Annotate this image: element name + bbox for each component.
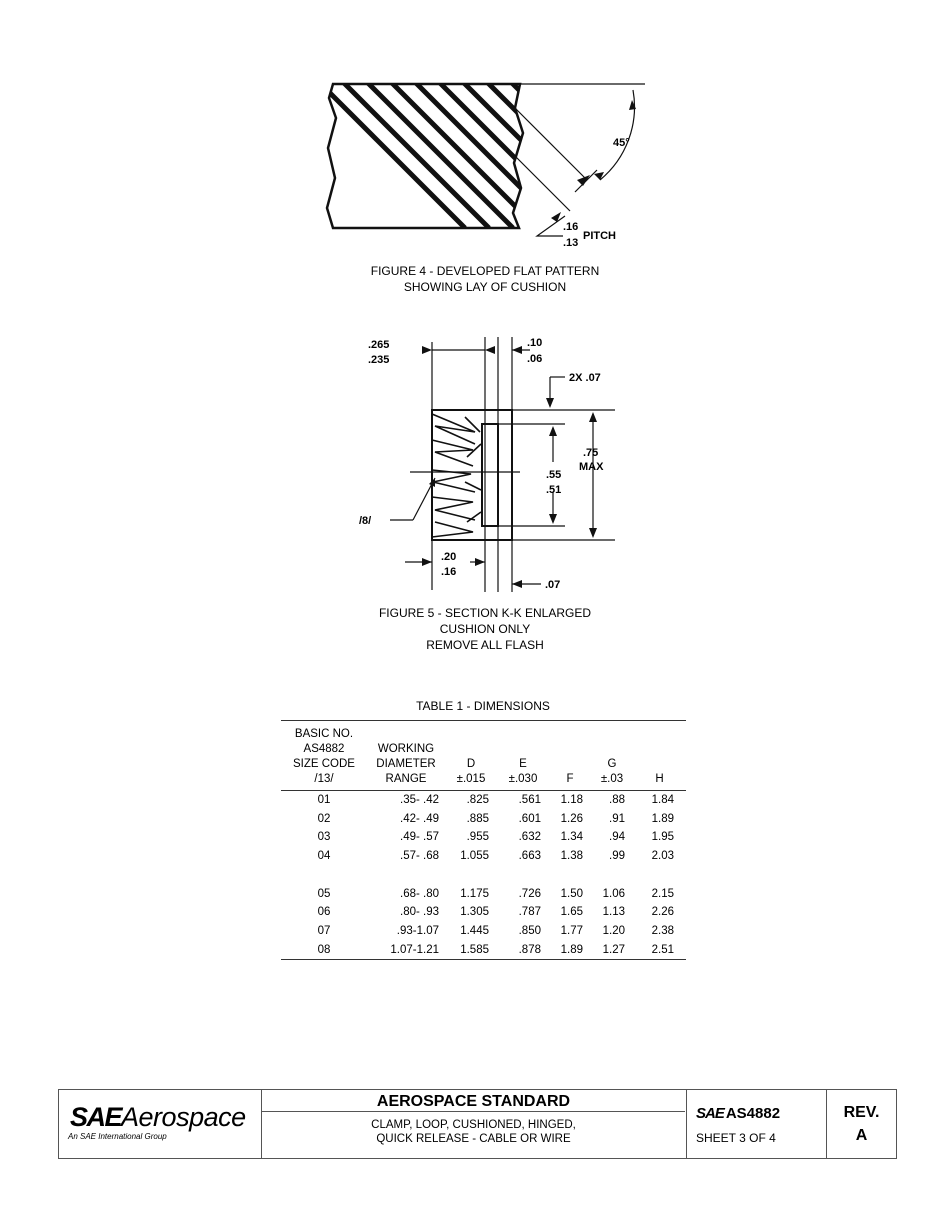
figure-4-caption <box>10 263 950 295</box>
angle-label: 45° <box>613 137 630 149</box>
cell-g: 1.27 <box>591 941 633 960</box>
cell-g: .94 <box>609 831 625 844</box>
cell-e: .850 <box>518 924 541 937</box>
cell-f: 1.77 <box>560 924 583 937</box>
cell-size-code: 02 <box>317 812 331 825</box>
spacer-cell <box>445 866 497 885</box>
cell-size-code: 05 <box>317 887 331 900</box>
cell-h: 2.38 <box>651 924 674 937</box>
dim-07: .07 <box>545 579 561 591</box>
table-row <box>281 941 686 960</box>
spacer-cell <box>281 866 367 885</box>
dim-51: .51 <box>546 484 562 496</box>
cell-f: 1.38 <box>560 850 583 863</box>
table-row <box>281 810 686 829</box>
cell-e: .787 <box>518 906 541 919</box>
doc-sae-mark: SAE <box>696 1105 724 1122</box>
cell-d: 1.175 <box>460 887 489 900</box>
cell-f: 1.89 <box>549 941 591 960</box>
document-cell <box>687 1090 827 1158</box>
cell-range: .68- .80 <box>400 887 439 900</box>
dim-265: .265 <box>368 339 390 351</box>
cell-h: 1.84 <box>651 794 674 806</box>
logo-tagline: An SAE International Group <box>68 1132 167 1141</box>
table-row <box>281 922 686 941</box>
cell-g: .99 <box>609 850 625 863</box>
cell-d: .955 <box>466 831 489 844</box>
cell-f: 1.50 <box>560 887 583 900</box>
table-row <box>281 847 686 866</box>
dim-max: MAX <box>579 461 604 473</box>
dim-16: .16 <box>441 566 457 578</box>
figure-5-caption-line1: FIGURE 5 - SECTION K-K ENLARGED <box>378 606 592 620</box>
figure-5-caption-line2: CUSHION ONLY <box>439 622 531 636</box>
title-cell <box>262 1090 687 1158</box>
cell-d: .885 <box>466 812 489 825</box>
cell-range: .57- .68 <box>400 850 439 863</box>
cell-size-code: 08 <box>281 941 367 960</box>
header-e: E ±.030 <box>497 721 549 791</box>
cell-size-code: 01 <box>317 794 331 806</box>
cell-size-code: 04 <box>317 850 331 863</box>
cell-range: .42- .49 <box>400 812 439 825</box>
cell-size-code: 06 <box>317 906 331 919</box>
cell-h: 2.51 <box>633 941 686 960</box>
cell-h: 2.26 <box>651 906 674 919</box>
cell-d: 1.305 <box>460 906 489 919</box>
cell-size-code: 03 <box>317 831 331 844</box>
dimensions-table <box>281 720 686 960</box>
cell-d: .825 <box>466 794 489 806</box>
spacer-cell <box>549 866 591 885</box>
note-ref: /8/ <box>359 515 372 527</box>
description-line1: CLAMP, LOOP, CUSHIONED, HINGED, <box>371 1119 576 1131</box>
table-title: TABLE 1 - DIMENSIONS <box>416 699 550 713</box>
description-line2: QUICK RELEASE - CABLE OR WIRE <box>376 1133 571 1145</box>
cell-f: 1.26 <box>560 812 583 825</box>
spacer-cell <box>633 866 686 885</box>
cell-h: 1.95 <box>651 831 674 844</box>
pitch-upper: .16 <box>563 221 579 233</box>
header-d: D ±.015 <box>445 721 497 791</box>
logo-sae: SAE <box>70 1102 122 1132</box>
cell-h: 1.89 <box>651 812 674 825</box>
revision-cell <box>827 1090 896 1158</box>
sae-aerospace-logo <box>70 1102 246 1133</box>
figure-5-caption-line3: REMOVE ALL FLASH <box>426 638 544 652</box>
cell-e: .601 <box>518 812 541 825</box>
cell-h: 2.03 <box>651 850 674 863</box>
header-h: H <box>633 721 686 791</box>
cell-d: 1.445 <box>460 924 489 937</box>
cell-range: .49- .57 <box>400 831 439 844</box>
cell-e: .561 <box>518 794 541 806</box>
logo-cell <box>59 1090 262 1158</box>
sheet-number: SHEET 3 OF 4 <box>696 1131 776 1145</box>
document-number <box>696 1105 780 1122</box>
cell-g: .91 <box>609 812 625 825</box>
cell-f: 1.18 <box>560 794 583 806</box>
cell-e: .726 <box>518 887 541 900</box>
figure-5-caption <box>10 605 950 653</box>
figure-4-drawing <box>315 78 655 253</box>
cell-e: .632 <box>518 831 541 844</box>
spacer-cell <box>367 866 445 885</box>
table-row <box>281 791 686 810</box>
header-range: WORKING DIAMETER RANGE <box>367 721 445 791</box>
doc-number: AS4882 <box>725 1105 781 1122</box>
cell-range: 1.07-1.21 <box>367 941 445 960</box>
title-block <box>58 1089 897 1159</box>
standard-heading: AEROSPACE STANDARD <box>262 1090 685 1112</box>
cell-e: .663 <box>518 850 541 863</box>
logo-aerospace: Aerospace <box>121 1102 246 1132</box>
dim-55: .55 <box>546 469 562 481</box>
cell-size-code: 07 <box>317 924 331 937</box>
cell-g: 1.20 <box>602 924 625 937</box>
cell-g: 1.13 <box>602 906 625 919</box>
pitch-lower: .13 <box>563 237 579 249</box>
spacer-cell <box>497 866 549 885</box>
dim-2x07: 2X .07 <box>569 372 601 384</box>
table-header-row <box>281 721 686 791</box>
cell-h: 2.15 <box>651 887 674 900</box>
figure-5-drawing <box>355 332 625 594</box>
rev-label: REV. <box>843 1104 880 1121</box>
standard-description <box>262 1118 685 1146</box>
header-g: G ±.03 <box>591 721 633 791</box>
figure-4-caption-line1: FIGURE 4 - DEVELOPED FLAT PATTERN <box>370 264 600 278</box>
pitch-word: PITCH <box>583 230 616 242</box>
cell-range: .35- .42 <box>400 794 439 806</box>
cell-d: 1.585 <box>445 941 497 960</box>
table-body <box>281 791 686 960</box>
table-row <box>281 828 686 847</box>
cell-g: .88 <box>609 794 625 806</box>
dim-20: .20 <box>441 551 457 563</box>
table-row <box>281 885 686 904</box>
cell-g: 1.06 <box>602 887 625 900</box>
spacer-cell <box>591 866 633 885</box>
table-spacer-row <box>281 866 686 885</box>
cell-f: 1.34 <box>560 831 583 844</box>
dim-75: .75 <box>583 447 599 459</box>
header-f: F <box>549 721 591 791</box>
table-row <box>281 903 686 922</box>
cell-e: .878 <box>497 941 549 960</box>
dim-235: .235 <box>368 354 390 366</box>
cell-f: 1.65 <box>560 906 583 919</box>
figure-4-caption-line2: SHOWING LAY OF CUSHION <box>403 280 567 294</box>
cell-range: .93-1.07 <box>396 924 439 937</box>
cell-d: 1.055 <box>460 850 489 863</box>
dim-06: .06 <box>527 353 543 365</box>
cell-range: .80- .93 <box>400 906 439 919</box>
rev-value: A <box>855 1127 868 1144</box>
dim-10: .10 <box>527 337 543 349</box>
header-size-code: BASIC NO. AS4882 SIZE CODE /13/ <box>281 721 367 791</box>
